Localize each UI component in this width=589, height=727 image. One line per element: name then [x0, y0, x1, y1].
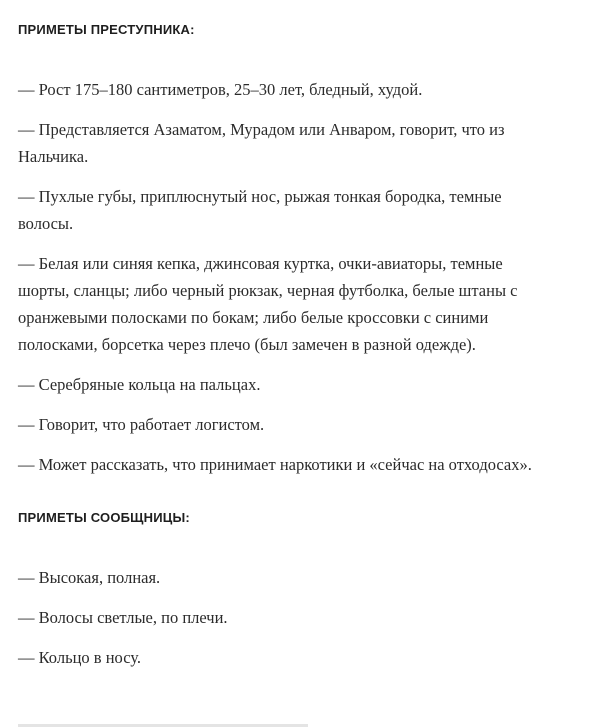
list-item: — Рост 175–180 сантиметров, 25–30 лет, бледный, худой.	[18, 80, 423, 99]
list-item: — Может рассказать, что принимает наркотики и «сейчас на отходосах».	[18, 455, 532, 474]
section-title-criminal: ПРИМЕТЫ ПРЕСТУПНИКА:	[18, 22, 195, 37]
list-item: — Говорит, что работает логистом.	[18, 415, 265, 434]
list-item: — Волосы светлые, по плечи.	[18, 608, 228, 627]
accomplice-features-list	[18, 564, 571, 671]
section-title-accomplice: ПРИМЕТЫ СООБЩНИЦЫ:	[18, 510, 190, 525]
list-item: — Пухлые губы, приплюснутый нос, рыжая тонкая бородка, темные волосы.	[18, 187, 502, 233]
list-item: — Кольцо в носу.	[18, 648, 142, 667]
list-item: — Представляется Азаматом, Мурадом или Анваром, говорит, что из Нальчика.	[18, 120, 505, 166]
criminal-features-list	[18, 76, 571, 478]
list-item: — Высокая, полная.	[18, 568, 161, 587]
list-item: — Белая или синяя кепка, джинсовая куртка, очки-авиаторы, темные шорты, сланцы; либо черный рюкзак, черная футболка, белые штаны с оранжевыми полосками по бокам; либо белые кроссовки с синими полосками, борсетка через плечо (был замечен в разной одежде).	[18, 254, 518, 354]
list-item: — Серебряные кольца на пальцах.	[18, 375, 261, 394]
